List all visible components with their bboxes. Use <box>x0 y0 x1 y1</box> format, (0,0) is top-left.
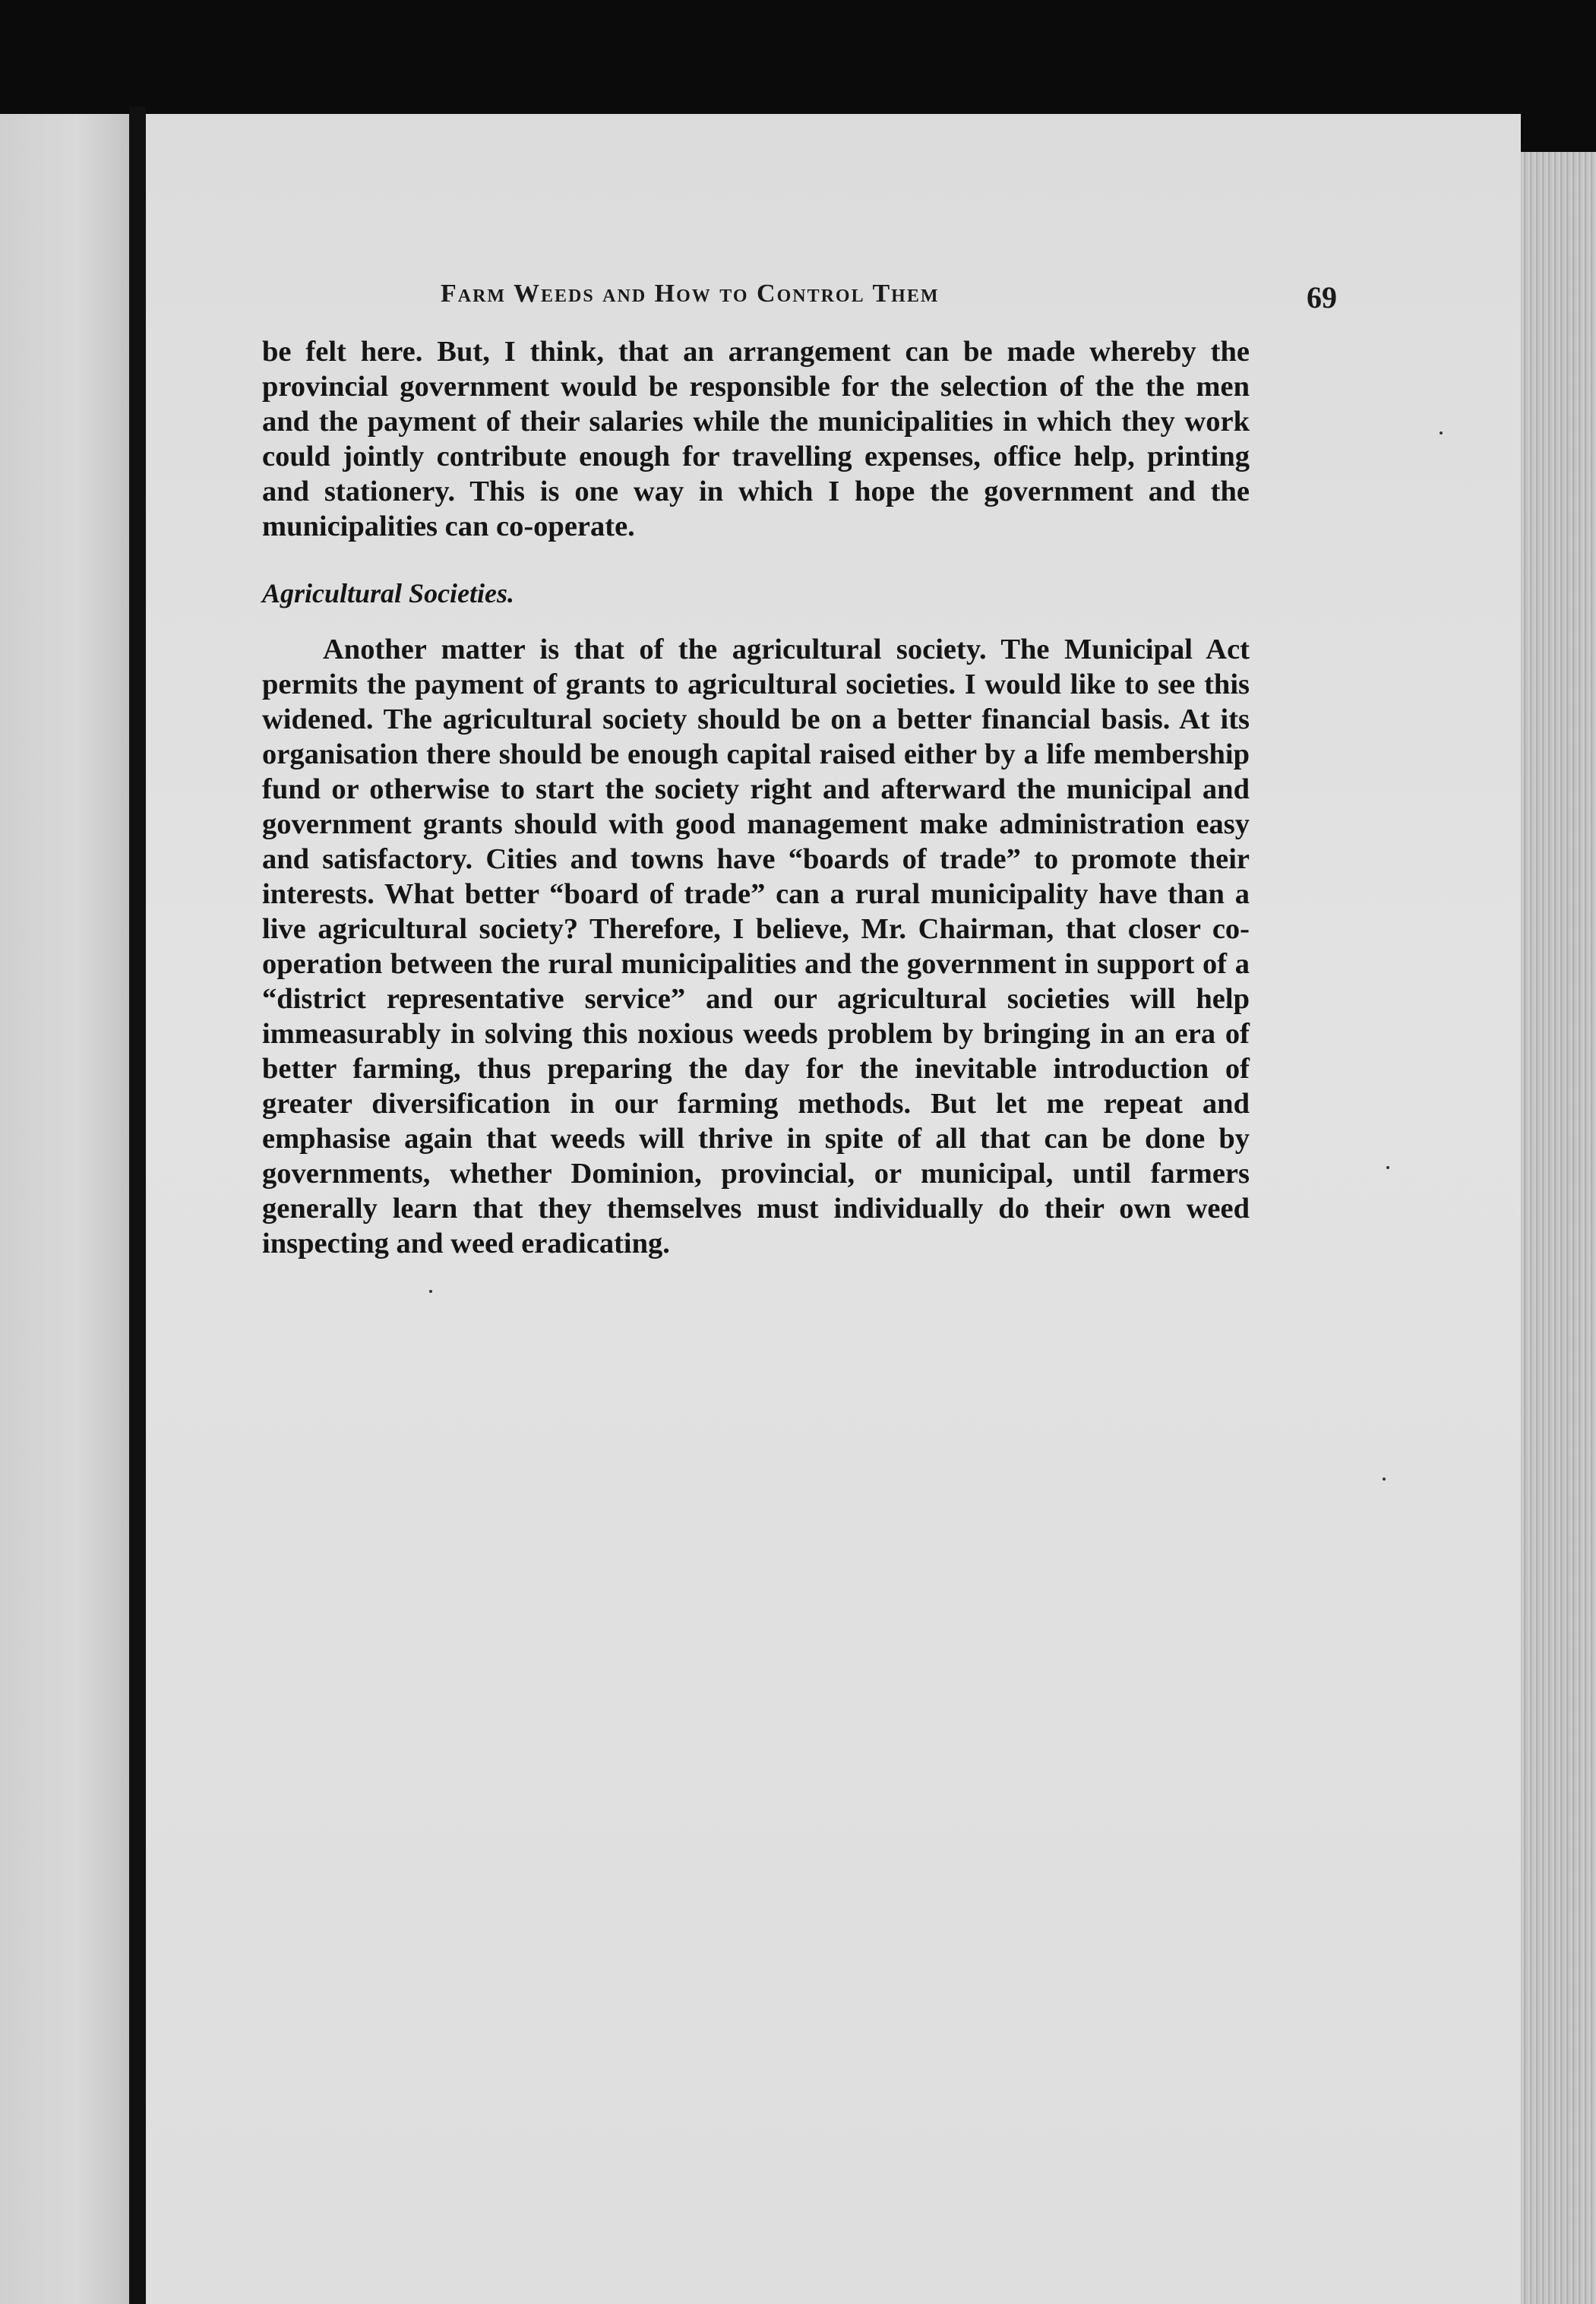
paper-speck <box>429 1290 432 1293</box>
page-number: 69 <box>1307 280 1337 314</box>
book-gutter <box>129 106 146 2304</box>
paper-speck <box>1440 431 1443 435</box>
paper-speck <box>1386 1166 1389 1169</box>
paragraph-main: Another matter is that of the agricultural society. The Municipal Act permits the payment of grants to agricultural societies. I would like to see this widened. The agricultural society should be on a better financial basis. At its organisation there should be enough capital raised either by a life membership fund or otherwise to start the society right and afterward the municipal and government grants should with good management make administration easy and satisfactory. Cities and towns have “boards of trade” to promote their interests. What better “board of trade” can a rural municipality have than a live agricultural society? Therefore, I believe, Mr. Chairman, that closer co-operation between the rural municipalities and the government in support of a “district representative service” and our agricultural societies will help immeasurably in solving this noxious weeds problem by bringing in an era of better farming, thus preparing the day for the inevitable introduction of greater diversification in our farming methods. But let me repeat and emphasise again that weeds will thrive in spite of all that can be done by governments, whether Dominion, provincial, or municipal, until farmers generally learn that they themselves must individually do their own weed inspecting and weed eradicating. <box>262 634 1250 1259</box>
facing-page-edge <box>0 114 129 2304</box>
section-heading: Agricultural Societies. <box>262 578 515 608</box>
page-stack-edge <box>1521 152 1596 2304</box>
running-title: Farm Weeds and How to Control Them <box>441 280 940 308</box>
paragraph-continuation: be felt here. But, I think, that an arrangement can be made whereby the provincial government would be responsible for the selection of the the men and the payment of their salaries while the municipalities in which they work could jointly contribute enough for travelling expenses, office help, printing and stationery. This is one way in which I hope the government and the municipalities can co-operate. <box>262 336 1250 542</box>
paper-speck <box>1383 1478 1386 1481</box>
page-body <box>262 334 1250 1261</box>
page-header <box>441 280 1337 325</box>
